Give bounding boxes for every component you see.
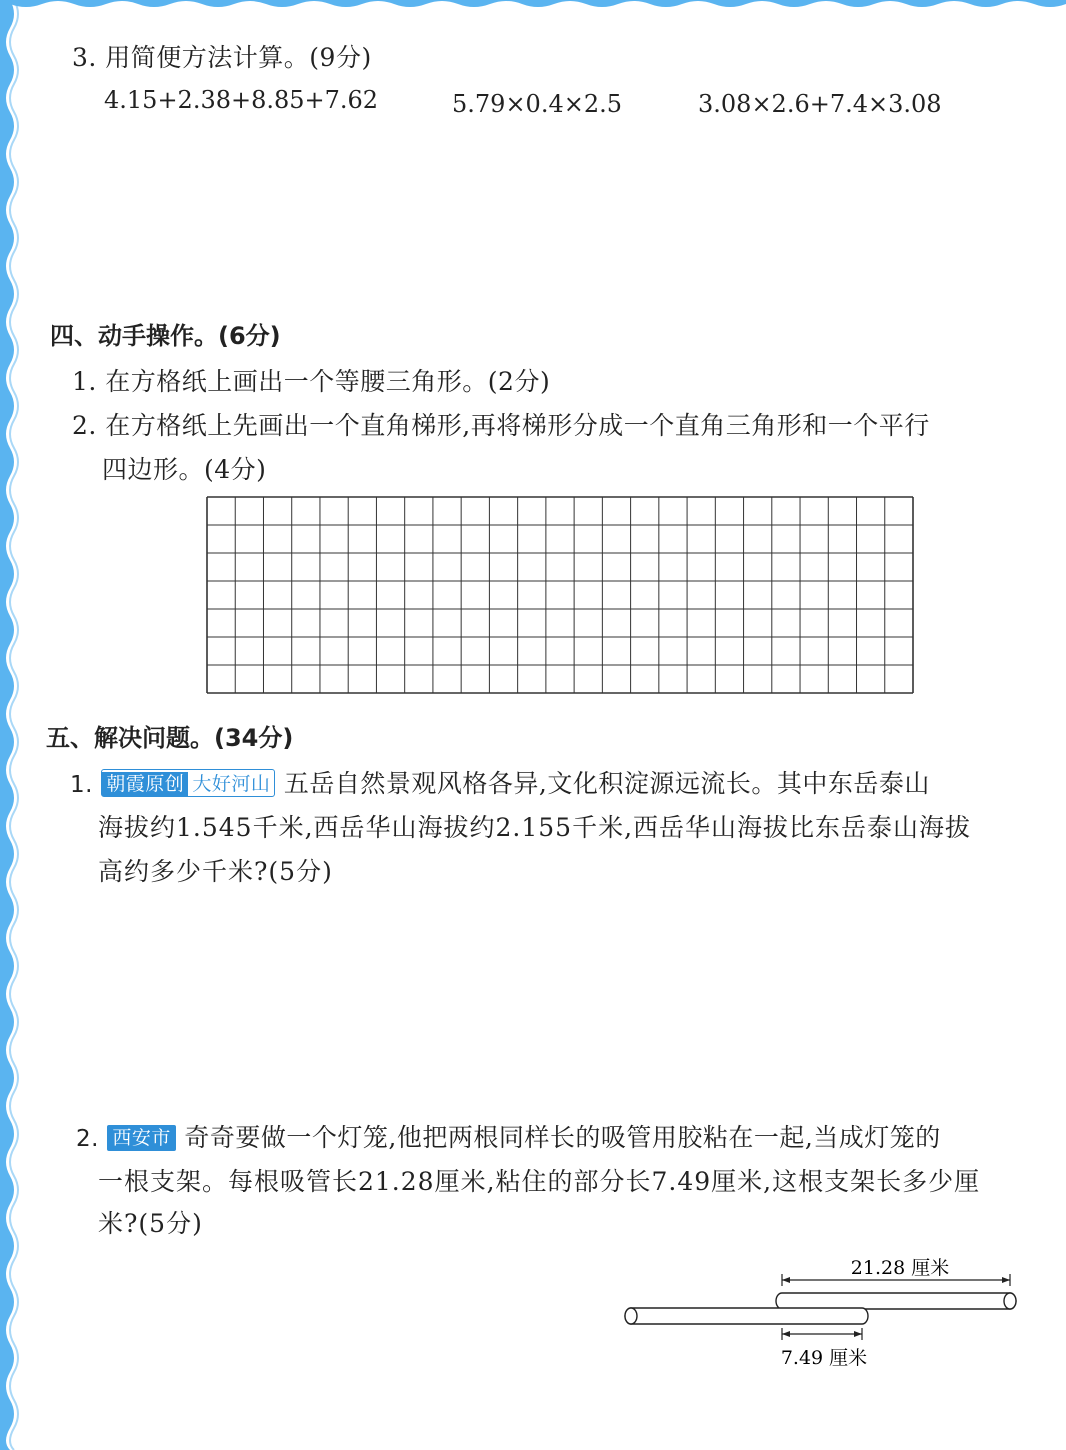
lower-straw bbox=[625, 1308, 868, 1324]
problem1-text-2: 海拔约1.545千米,西岳华山海拔约2.155千米,西岳华山海拔比东岳泰山海拔 bbox=[98, 813, 972, 842]
section4-item2-line2: 四边形。(4分) bbox=[102, 455, 267, 484]
tag-original: 朝霞原创 bbox=[102, 772, 188, 796]
q3-title: 3. 用简便方法计算。(9分) bbox=[72, 43, 372, 72]
bottom-dimension-label: 7.49 厘米 bbox=[780, 1347, 868, 1369]
grid-paper[interactable] bbox=[206, 496, 914, 694]
problem2-tag: 西安市 bbox=[107, 1125, 176, 1151]
problem2-text-1: 奇奇要做一个灯笼,他把两根同样长的吸管用胶粘在一起,当成灯笼的 bbox=[184, 1123, 941, 1152]
q3-expr-3: 3.08×2.6+7.4×3.08 bbox=[698, 90, 942, 118]
problem1-text-1: 五岳自然景观风格各异,文化积淀源远流长。其中东岳泰山 bbox=[283, 769, 930, 798]
problem2-number: 2. bbox=[76, 1126, 99, 1152]
section5-heading: 五、解决问题。(34分) bbox=[46, 724, 294, 752]
problem1-text-3: 高约多少千米?(5分) bbox=[98, 857, 333, 886]
section4-item1: 1. 在方格纸上画出一个等腰三角形。(2分) bbox=[72, 367, 551, 396]
top-dimension-label: 21.28 厘米 bbox=[850, 1257, 950, 1279]
left-wave-border bbox=[0, 0, 26, 1450]
top-wave-border bbox=[0, 0, 1066, 18]
straw-diagram bbox=[620, 1252, 1030, 1382]
section4-item2-line1: 2. 在方格纸上先画出一个直角梯形,再将梯形分成一个直角三角形和一个平行 bbox=[72, 411, 930, 440]
problem2-text-3: 米?(5分) bbox=[98, 1209, 203, 1238]
problem1-line1 bbox=[70, 764, 930, 800]
problem1-number: 1. bbox=[70, 772, 93, 798]
problem2-line1 bbox=[76, 1118, 941, 1154]
upper-straw bbox=[776, 1293, 1016, 1309]
problem2-text-2: 一根支架。每根吸管长21.28厘米,粘住的部分长7.49厘米,这根支架长多少厘 bbox=[98, 1167, 981, 1196]
q3-expr-1: 4.15+2.38+8.85+7.62 bbox=[104, 86, 379, 114]
q3-expr-2: 5.79×0.4×2.5 bbox=[452, 90, 622, 118]
section4-heading: 四、动手操作。(6分) bbox=[50, 322, 281, 350]
tag-theme: 大好河山 bbox=[192, 773, 271, 795]
problem1-tag bbox=[101, 769, 275, 797]
